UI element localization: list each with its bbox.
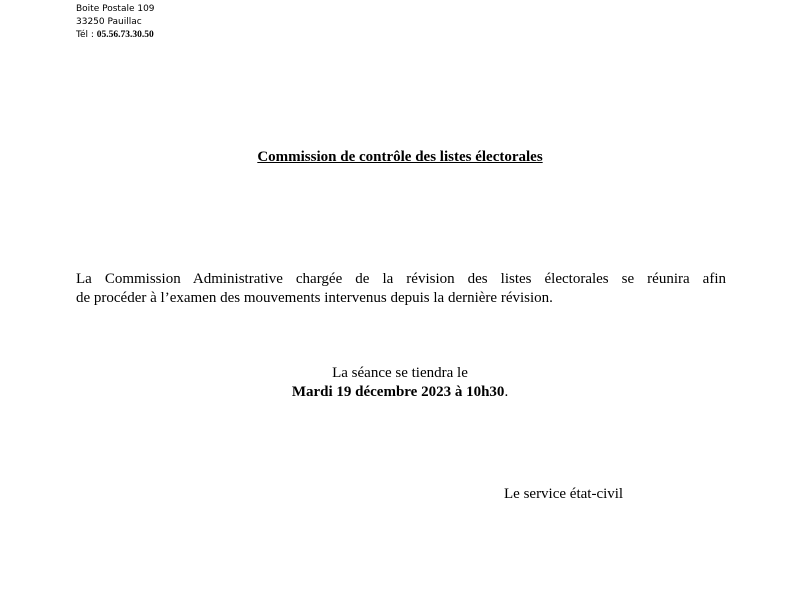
body-line-2: de procéder à l’examen des mouvements intervenus depuis la dernière révision. (76, 290, 553, 306)
session-intro: La séance se tiendra le (332, 365, 468, 381)
session-date: Mardi 19 décembre 2023 à 10h30 (291, 384, 505, 400)
phone-label: Tél : (76, 30, 97, 40)
phone-line (76, 29, 154, 41)
address-line-po-box: Boite Postale 109 (76, 4, 155, 14)
signature: Le service état-civil (504, 486, 624, 502)
session-date-line (0, 383, 800, 402)
phone-number: 05.56.73.30.50 (96, 30, 154, 40)
session-announcement (0, 364, 800, 402)
address-line-postcode-city: 33250 Pauillac (76, 17, 142, 27)
body-line-1: La Commission Administrative chargée de la révision des listes électorales se réunira afin (76, 271, 726, 287)
body-paragraph (76, 270, 726, 308)
session-date-period: . (504, 384, 509, 400)
document-title: Commission de contrôle des listes électorales (257, 149, 543, 165)
